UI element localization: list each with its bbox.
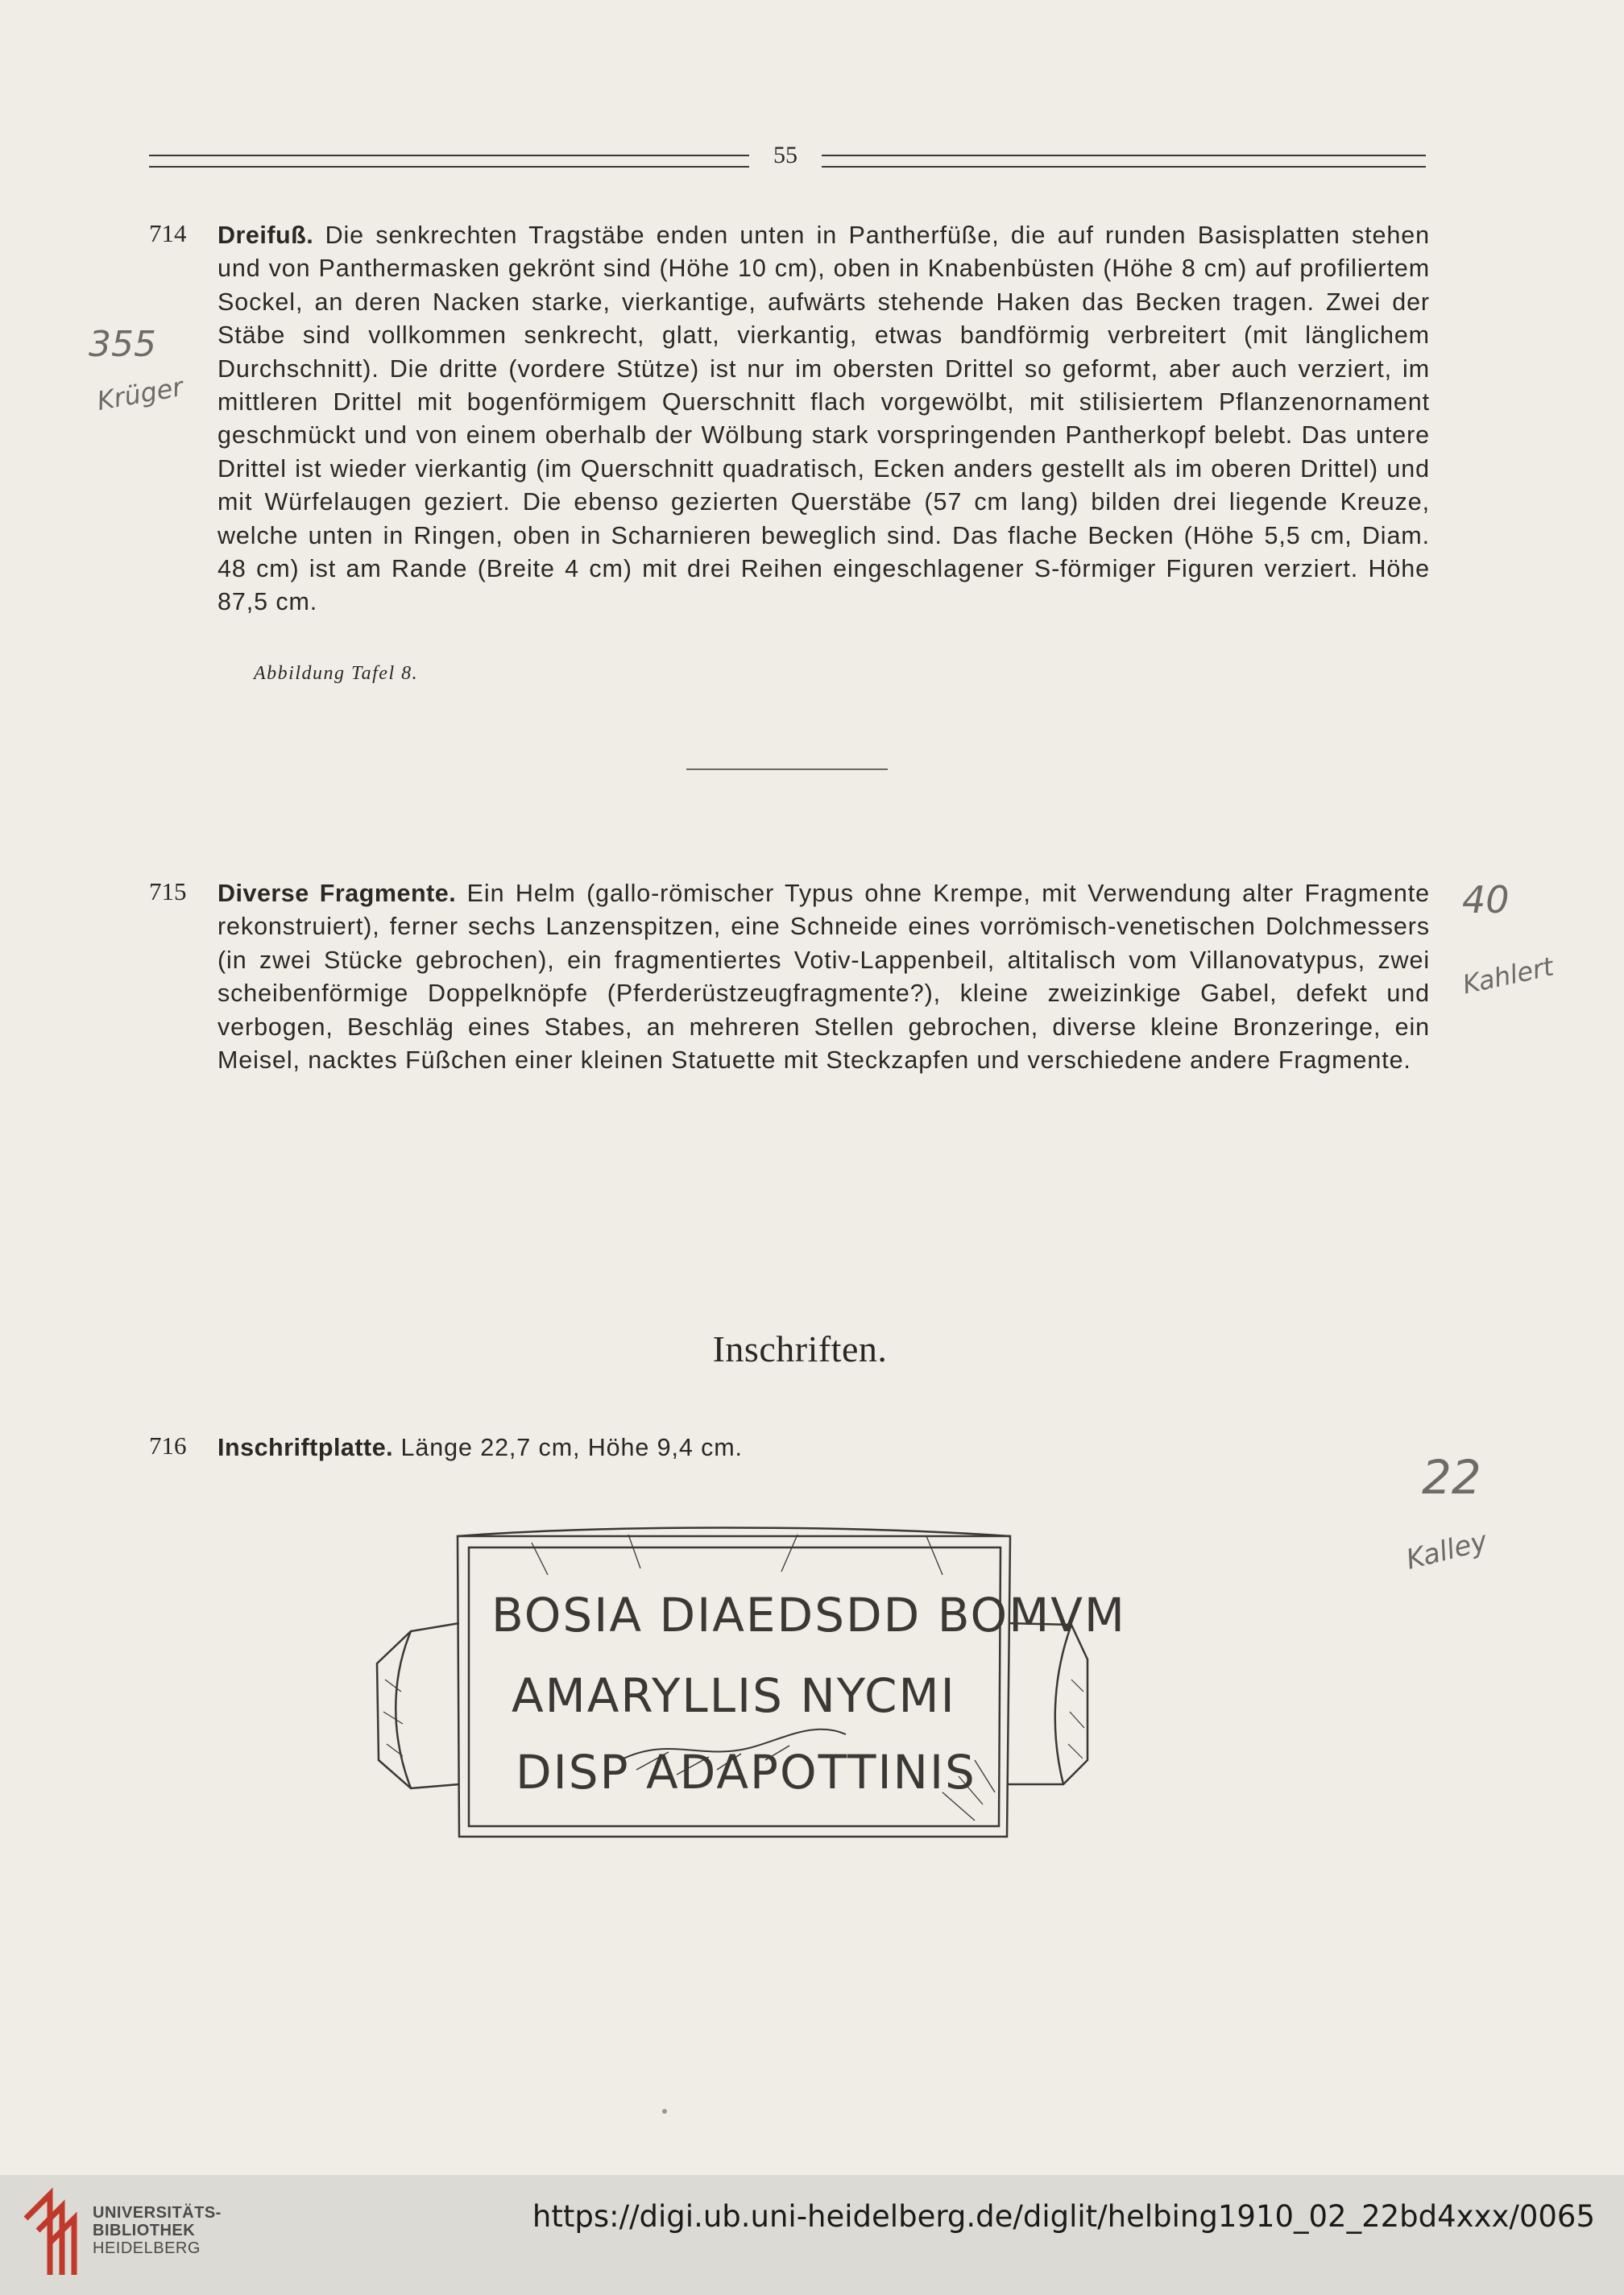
handwritten-buyer-name: Kahlert [1460,951,1556,1000]
entry-description: Länge 22,7 cm, Höhe 9,4 cm. [400,1434,743,1461]
inscription-line-3: DISP ADAPOTTINIS [516,1745,976,1800]
separator-rule [686,768,888,770]
permalink-url[interactable]: https://digi.ub.uni-heidelberg.de/diglit/helbing1910_02_22bd4xxx/0065 [532,2199,1595,2234]
page-header [149,142,1426,177]
entry-number: 714 [149,219,187,247]
entry-716 [149,1431,1430,1464]
entry-text [218,219,1430,619]
entry-text [218,1431,1430,1464]
entry-714 [149,219,1430,619]
entry-title: Diverse Fragmente. [218,880,457,907]
entry-title: Dreifuß. [218,222,314,249]
header-rule-right [822,155,1426,168]
header-rule-left [149,155,749,168]
library-name-line: UNIVERSITÄTS- [93,2204,222,2222]
handwritten-lot-number: 355 [89,324,156,365]
inscription-line-2: AMARYLLIS NYCMI [512,1668,956,1723]
inscription-plate-drawing [362,1518,1200,1873]
entry-description: Die senkrechten Tragstäbe enden unten in Pantherfüße, die auf runden Basisplatten stehen und von Panthermasken gekrönt sind (Höhe 10 cm), oben in Knabenbüsten (Höhe 8 cm) auf profiliertem Sockel, an deren Nacken starke, vierkantige, aufwärts stehende Haken das Becken tragen. Zwei der Stäbe sind vollkommen senkrecht, glatt, vierkantig, etwas bandförmig verbreitert (mit länglichem Durchschnitt). Die dritte (vordere Stütze) ist nur im obersten Drittel so geformt, aber auch verziert, im mittleren Drittel mit bogenförmigem Querschnitt flach vorgewölbt, mit stilisiertem Pflanzenornament geschmückt und von einem oberhalb der Wölbung stark vorspringenden Pantherkopf belebt. Das untere Drittel ist wieder vierkantig (im Querschnitt quadratisch, Ecken anders gestellt als im oberen Drittel) und mit Würfelaugen geziert. Die ebenso gezierten Querstäbe (57 cm lang) bilden drei liegende Kreuze, welche unten in Ringen, oben in Scharnieren beweglich sind. Das flache Becken (Höhe 5,5 cm, Diam. 48 cm) ist am Rande (Breite 4 cm) mit drei Reihen eingeschlagener S-förmiger Figuren verziert. Höhe 87,5 cm. [218,222,1430,616]
entry-715 [149,877,1430,1077]
footer-bar [0,2175,1624,2295]
paper-speck [662,2109,667,2114]
entry-number: 716 [149,1431,187,1460]
handwritten-lot-number: 40 [1462,878,1510,922]
handwritten-lot-number: 22 [1422,1450,1481,1505]
handwritten-buyer-name: Krüger [94,371,186,417]
entry-title: Inschriftplatte. [218,1434,394,1461]
entry-description: Ein Helm (gallo-römischer Typus ohne Krempe, mit Verwendung alter Fragmente rekonstruiert), ferner sechs Lanzenspitzen, eine Schneide eines vorrömisch-venetischen Dolchmessers (in zwei Stücke gebrochen), ein fragmentiertes Votiv-Lappenbeil, altitalisch vom Villanovatypus, zwei scheibenförmige Doppelknöpfe (Pferderüstzeugfragmente?), kleine zweizinkige Gabel, defekt und verbogen, Beschläg eines Stabes, an mehreren Stellen gebrochen, diverse kleine Bronzeringe, ein Meisel, nacktes Füßchen einer kleinen Statuette mit Steckzapfen und verschiedene andere Fragmente. [218,880,1431,1075]
figure-caption: Abbildung Tafel 8. [254,663,419,684]
library-name-line: HEIDELBERG [93,2239,201,2257]
entry-text [218,877,1430,1077]
library-name [93,2204,222,2257]
library-logo-icon [18,2186,84,2283]
page-number: 55 [773,142,798,168]
inscription-line-1: BOSIA DIAEDSDD BOMVM [491,1588,1126,1643]
inscription-plate-illustration [362,1518,1200,1873]
handwritten-buyer-name: Kalley [1402,1525,1491,1576]
library-name-line: BIBLIOTHEK [93,2222,196,2239]
section-heading: Inschriften. [712,1328,888,1369]
entry-number: 715 [149,877,187,905]
